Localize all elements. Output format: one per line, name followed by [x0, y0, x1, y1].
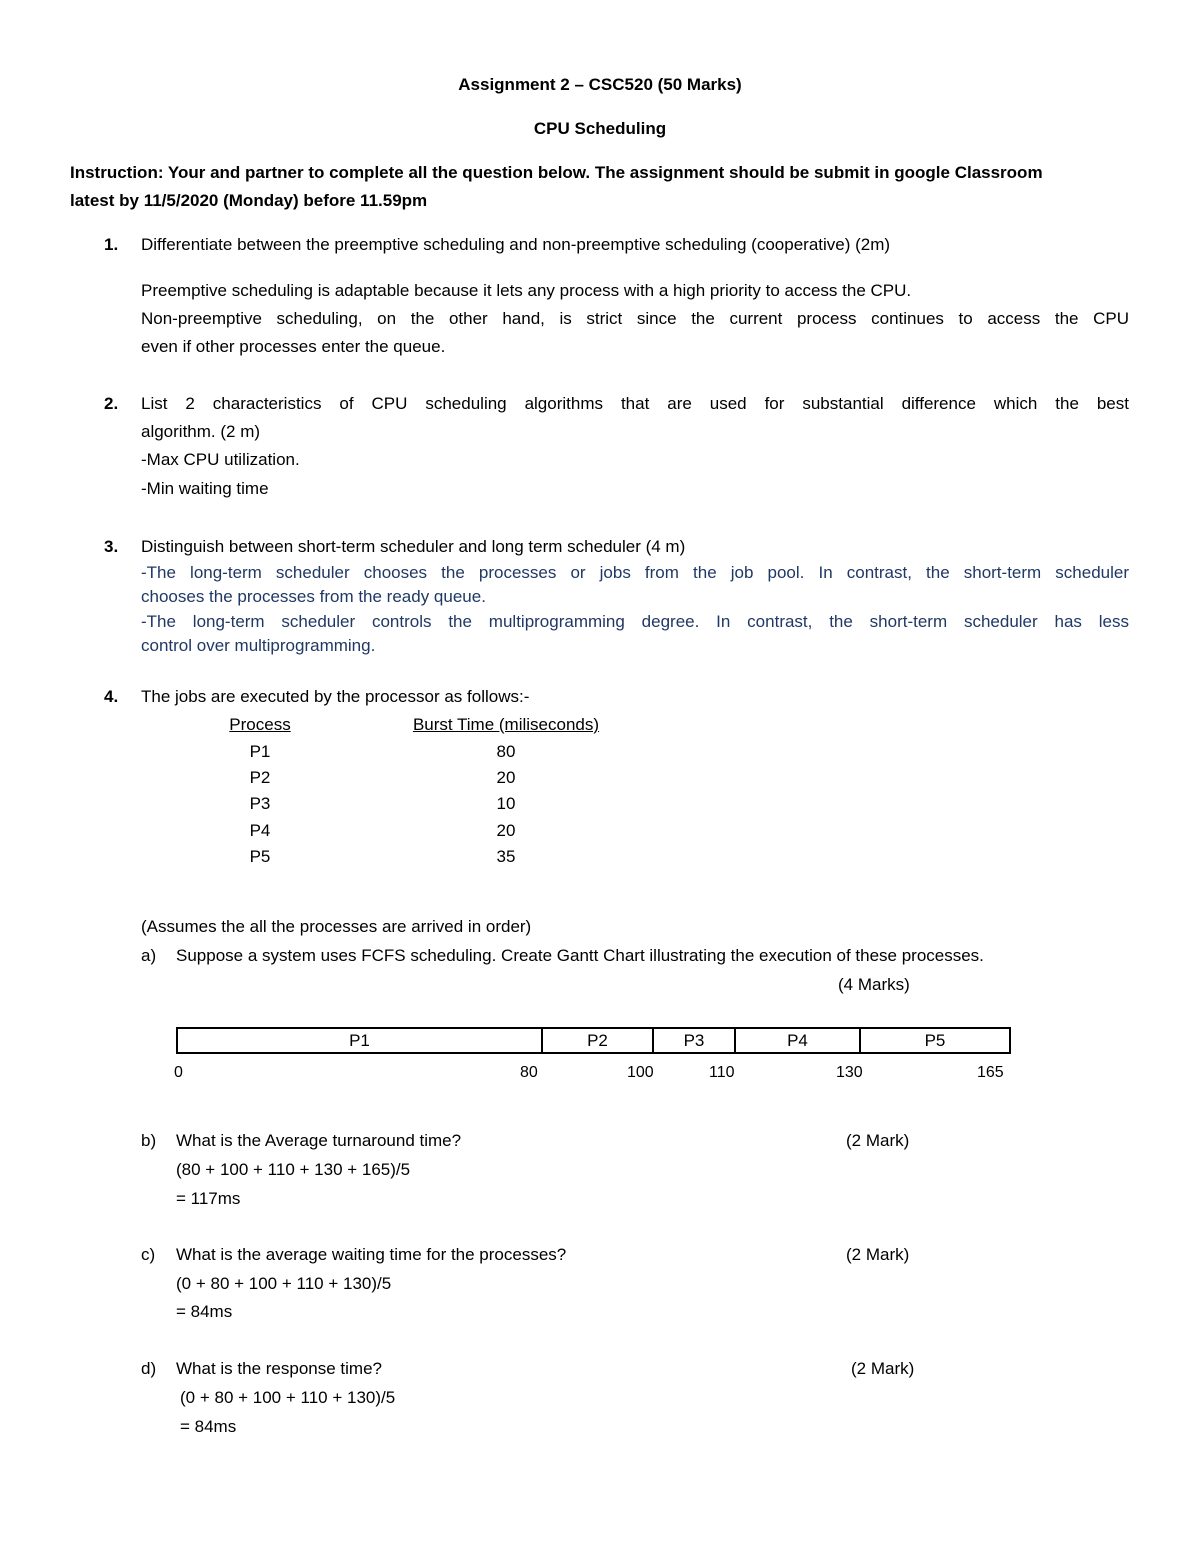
gantt-cell-p3: P3: [654, 1029, 736, 1053]
q2-answer-2: -Min waiting time: [141, 479, 269, 498]
q4d-text: What is the response time?: [176, 1359, 382, 1378]
q3-answer-1-line-2: chooses the processes from the ready queue.: [141, 587, 486, 606]
q1-answer-line-3: even if other processes enter the queue.: [141, 337, 446, 356]
q4c-text: What is the average waiting time for the processes?: [176, 1245, 567, 1264]
q4c-label: c): [141, 1245, 156, 1264]
page-title: Assignment 2 – CSC520 (50 Marks): [458, 75, 742, 94]
table-header-process: Process: [229, 715, 291, 734]
q4d-label: d): [141, 1359, 157, 1378]
page-subtitle: CPU Scheduling: [533, 119, 667, 138]
q4d-marks: (2 Mark): [851, 1359, 915, 1378]
instruction-line-2: latest by 11/5/2020 (Monday) before 11.59pm: [70, 191, 428, 210]
q3-answer-1-line-1: -The long-term scheduler chooses the processes or jobs from the job pool. In contrast, the short-term scheduler: [141, 563, 1129, 582]
q2-answer-1: -Max CPU utilization.: [141, 450, 300, 469]
q4a-label: a): [141, 946, 157, 965]
table-row-burst: 35: [496, 847, 516, 866]
gantt-cell-p1: P1: [178, 1029, 543, 1053]
q3-answer-2-line-1: -The long-term scheduler controls the multiprogramming degree. In contrast, the short-term scheduler has less: [141, 612, 1129, 631]
q2-question-line-1: List 2 characteristics of CPU scheduling algorithms that are used for substantial difference which the best: [141, 394, 1129, 413]
q4b-label: b): [141, 1131, 157, 1150]
gantt-tick: 100: [627, 1064, 654, 1081]
q3-answer-2-line-2: control over multiprogramming.: [141, 636, 376, 655]
table-row-process: P4: [249, 821, 271, 840]
table-row-process: P3: [249, 794, 271, 813]
q2-number: 2.: [104, 394, 119, 413]
q4a-text: Suppose a system uses FCFS scheduling. Create Gantt Chart illustrating the execution of these processes.: [176, 946, 984, 965]
q4-intro: The jobs are executed by the processor as follows:-: [141, 687, 530, 706]
table-row-burst: 10: [496, 794, 516, 813]
q1-number: 1.: [104, 235, 119, 254]
table-row-process: P2: [249, 768, 271, 787]
gantt-tick: 165: [977, 1064, 1004, 1081]
q3-question: Distinguish between short-term scheduler and long term scheduler (4 m): [141, 537, 686, 556]
q4c-calc: (0 + 80 + 100 + 110 + 130)/5: [176, 1274, 392, 1293]
q4b-marks: (2 Mark): [846, 1131, 910, 1150]
instruction-line-1: Instruction: Your and partner to complete all the question below. The assignment should be submit in google Classroom: [70, 163, 1043, 182]
q4b-text: What is the Average turnaround time?: [176, 1131, 462, 1150]
q4c-result: = 84ms: [176, 1302, 233, 1321]
q4b-calc: (80 + 100 + 110 + 130 + 165)/5: [176, 1160, 411, 1179]
q4-assumption: (Assumes the all the processes are arrived in order): [141, 917, 532, 936]
gantt-tick: 130: [836, 1064, 863, 1081]
table-header-burst-time: Burst Time (miliseconds): [412, 715, 600, 734]
gantt-chart: [176, 1027, 1011, 1054]
q4d-calc: (0 + 80 + 100 + 110 + 130)/5: [180, 1388, 396, 1407]
table-row-burst: 80: [496, 742, 516, 761]
q1-answer-line-1: Preemptive scheduling is adaptable because it lets any process with a high priority to access the CPU.: [141, 281, 912, 300]
q4a-marks: (4 Marks): [838, 975, 910, 994]
table-row-process: P1: [249, 742, 271, 761]
gantt-cell-p5: P5: [924, 1031, 946, 1050]
q4c-marks: (2 Mark): [846, 1245, 910, 1264]
gantt-cell-p2: P2: [543, 1029, 654, 1053]
gantt-tick: 110: [709, 1064, 735, 1081]
q3-number: 3.: [104, 537, 119, 556]
table-row-burst: 20: [496, 768, 516, 787]
table-row-burst: 20: [496, 821, 516, 840]
q2-question-line-2: algorithm. (2 m): [141, 422, 261, 441]
gantt-tick: 80: [520, 1064, 538, 1081]
q4-number: 4.: [104, 687, 119, 706]
q1-question: Differentiate between the preemptive scheduling and non-preemptive scheduling (cooperative) (2m): [141, 235, 891, 254]
table-row-process: P5: [249, 847, 271, 866]
gantt-tick: 0: [174, 1064, 183, 1081]
q4d-result: = 84ms: [180, 1417, 237, 1436]
gantt-cell-p4: P4: [736, 1029, 861, 1053]
q1-answer-line-2: Non-preemptive scheduling, on the other hand, is strict since the current process continues to access the CPU: [141, 309, 1129, 328]
q4b-result: = 117ms: [176, 1189, 241, 1208]
